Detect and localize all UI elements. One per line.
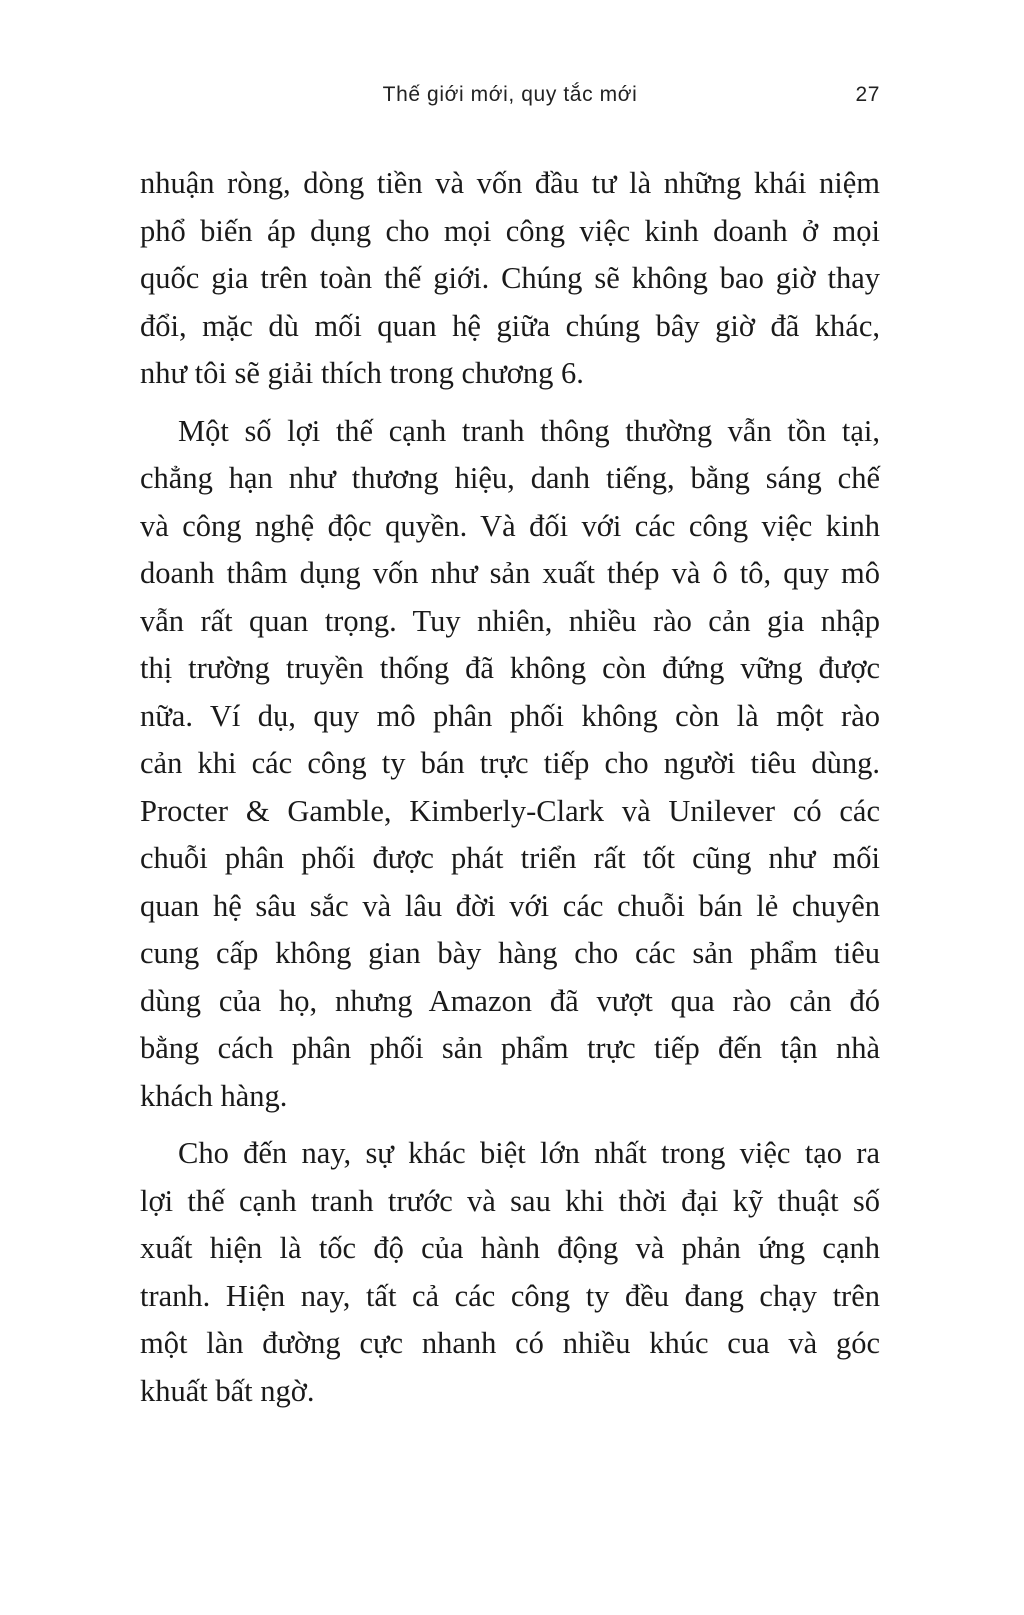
text-line: quan hệ sâu sắc và lâu đời với các chuỗi bán lẻ chuyên	[140, 888, 880, 923]
page-number: 27	[855, 83, 880, 106]
text-line: chẳng hạn như thương hiệu, danh tiếng, bằng sáng chế	[140, 461, 880, 495]
paragraph-2	[140, 408, 880, 1121]
text-line: chuỗi phân phối được phát triển rất tốt cũng như mối	[140, 841, 880, 875]
text-line: tranh. Hiện nay, tất cả các công ty đều đang chạy trên	[140, 1278, 880, 1313]
text-line: và công nghệ độc quyền. Và đối với các công việc kinh	[140, 508, 880, 543]
text-line: một làn đường cực nhanh có nhiều khúc cua và góc	[140, 1326, 880, 1360]
text-line: bằng cách phân phối sản phẩm trực tiếp đến tận nhà	[140, 1031, 880, 1065]
running-title: Thế giới mới, quy tắc mới	[382, 83, 638, 106]
text-line: thị trường truyền thống đã không còn đứng vững được	[140, 651, 880, 685]
text-line: Cho đến nay, sự khác biệt lớn nhất trong việc tạo ra	[178, 1136, 880, 1170]
text-line: nữa. Ví dụ, quy mô phân phối không còn là một rào	[140, 698, 880, 733]
text-line: doanh thâm dụng vốn như sản xuất thép và ô tô, quy mô	[140, 556, 880, 590]
body-text	[140, 160, 880, 1415]
text-line: Một số lợi thế cạnh tranh thông thường vẫn tồn tại,	[178, 413, 880, 448]
text-line: lợi thế cạnh tranh trước và sau khi thời đại kỹ thuật số	[140, 1183, 880, 1218]
text-line: quốc gia trên toàn thế giới. Chúng sẽ không bao giờ thay	[140, 261, 880, 295]
text-line: vẫn rất quan trọng. Tuy nhiên, nhiều rào cản gia nhập	[140, 603, 880, 638]
paragraph-1	[140, 160, 880, 398]
text-line: xuất hiện là tốc độ của hành động và phản ứng cạnh	[140, 1231, 880, 1265]
text-line: khách hàng.	[140, 1078, 288, 1113]
text-line: đổi, mặc dù mối quan hệ giữa chúng bây giờ đã khác,	[140, 308, 880, 343]
text-line: dùng của họ, nhưng Amazon đã vượt qua rào cản đó	[140, 983, 880, 1018]
text-line: cản khi các công ty bán trực tiếp cho người tiêu dùng.	[140, 746, 880, 780]
text-line: phổ biến áp dụng cho mọi công việc kinh doanh ở mọi	[140, 213, 880, 248]
text-line: cung cấp không gian bày hàng cho các sản phẩm tiêu	[140, 936, 880, 970]
text-line: như tôi sẽ giải thích trong chương 6.	[140, 356, 584, 390]
running-header	[140, 80, 880, 120]
text-line: khuất bất ngờ.	[140, 1373, 315, 1408]
paragraph-3	[140, 1130, 880, 1415]
text-line: nhuận ròng, dòng tiền và vốn đầu tư là những khái niệm	[140, 166, 880, 200]
text-line: Procter & Gamble, Kimberly-Clark và Unilever có các	[140, 793, 880, 828]
